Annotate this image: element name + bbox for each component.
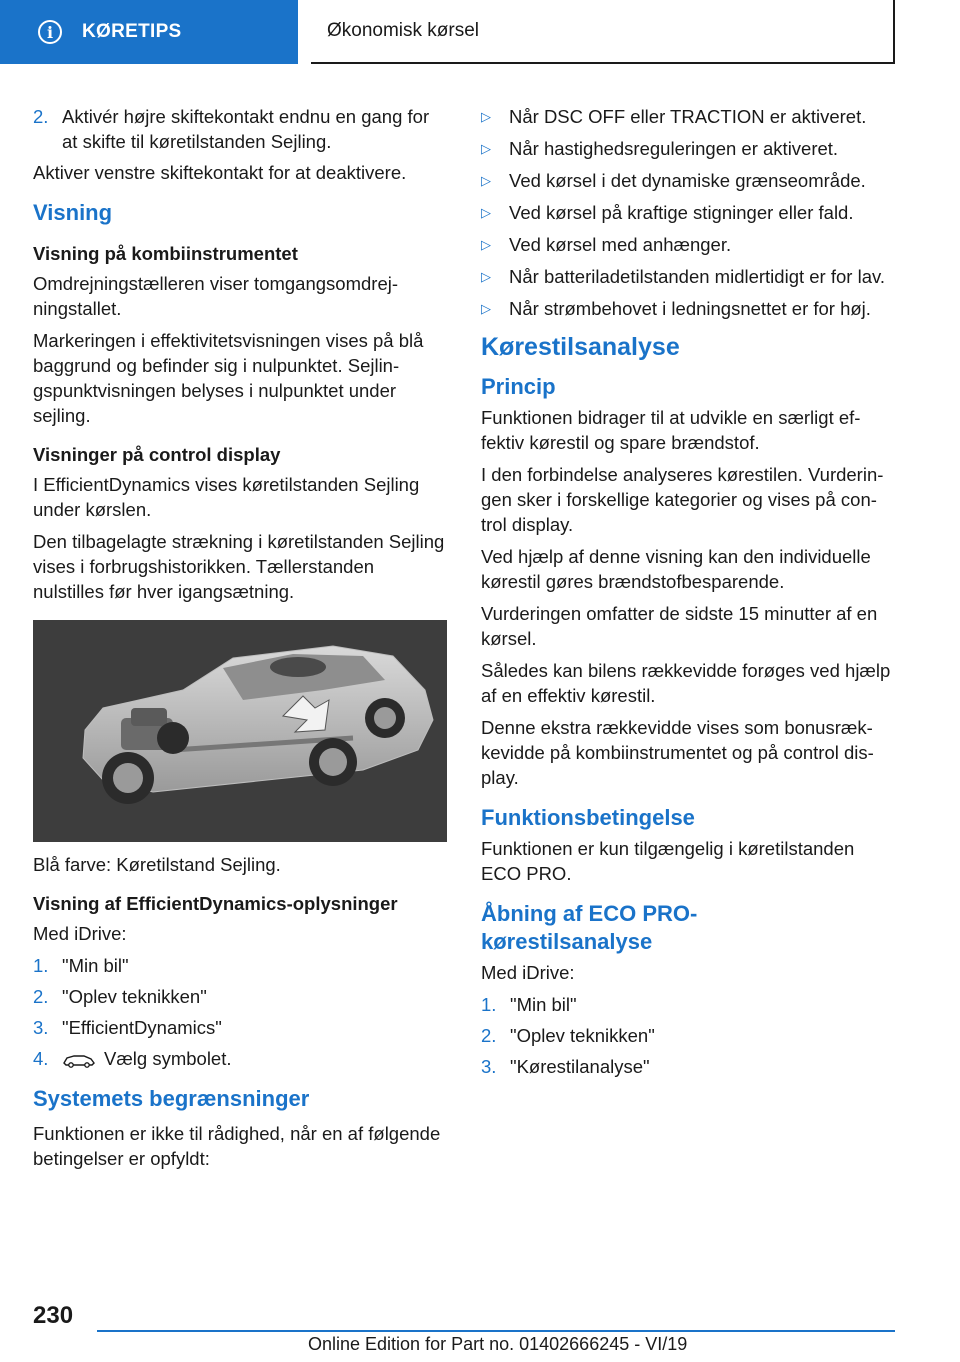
heading-kombi: Visning på kombiinstrumentet [33, 243, 298, 264]
list-number: 2. [33, 986, 49, 1007]
right-column [481, 104, 895, 1085]
triangle-bullet-icon: ▷ [481, 301, 491, 316]
list-text: "Min bil" [510, 994, 577, 1015]
paragraph: I den forbindelse analyseres kørestilen. Vurderingen sker i forskellige kategorier og vises på control display. [481, 464, 884, 535]
list-text: "Kørestilanalyse" [510, 1056, 650, 1077]
list-number: 1. [33, 955, 49, 976]
left-column [33, 104, 447, 1178]
list-text: Når strømbehovet i ledningsnettet er for høj. [509, 298, 871, 319]
list-text: "Oplev teknikken" [510, 1025, 655, 1046]
list-item [481, 232, 895, 257]
triangle-bullet-icon: ▷ [481, 237, 491, 252]
list-text: Ved kørsel med anhænger. [509, 234, 732, 255]
list-text-label: Vælg symbolet. [104, 1048, 232, 1069]
list-number: 1. [481, 994, 497, 1015]
list-item [33, 104, 447, 154]
list-item [33, 984, 447, 1009]
triangle-bullet-icon: ▷ [481, 141, 491, 156]
list-text: "EfficientDynamics" [62, 1017, 222, 1038]
list-text: Når hastighedsreguleringen er aktiveret. [509, 138, 839, 159]
list-text: Ved kørsel i det dynamiske grænseområde. [509, 170, 866, 191]
list-item [481, 296, 895, 321]
page-number: 230 [33, 1302, 74, 1329]
list-item [481, 264, 895, 289]
list-number: 2. [33, 106, 49, 127]
list-text [62, 1046, 447, 1071]
list-item [481, 992, 895, 1017]
paragraph: Med iDrive: [33, 923, 127, 944]
paragraph: Således kan bilens rækkevidde forøges ved hjælp af en effektiv kørestil. [481, 660, 891, 706]
paragraph: Funktionen er ikke til rådighed, når en af følgende betingelser er opfyldt: [33, 1123, 441, 1169]
paragraph: Aktiver venstre skiftekontakt for at deaktivere. [33, 162, 407, 183]
footer-edition: Online Edition for Part no. 01402666245 - VI/19 [308, 1334, 688, 1354]
list-text: "Min bil" [62, 955, 129, 976]
header-section-tab [0, 0, 298, 64]
list-number: 4. [33, 1048, 49, 1069]
heading-limits: Systemets begrænsninger [33, 1086, 310, 1111]
triangle-bullet-icon: ▷ [481, 205, 491, 220]
heading-control-display: Visninger på control display [33, 444, 281, 465]
paragraph: Omdrejningstælleren viser tomgangsomdrejningstallet. [33, 273, 399, 319]
car-illustration [33, 620, 447, 842]
heading-condition: Funktionsbetingelse [481, 805, 695, 830]
heading-open-analysis: Åbning af ECO PRO-kørestilsanalyse [481, 901, 698, 954]
list-number: 3. [481, 1056, 497, 1077]
list-item [481, 104, 895, 129]
paragraph: Markeringen i effektivitetsvisningen vises på blå baggrund og befinder sig i nulpunktet. Sejlingspunktvisningen belyses i nulpunktet under sejling. [33, 330, 424, 426]
list-item [481, 168, 895, 193]
paragraph: Med iDrive: [481, 962, 575, 983]
list-number: 3. [33, 1017, 49, 1038]
car-symbol-icon [62, 1052, 96, 1068]
section-name: KØRETIPS [82, 21, 182, 42]
paragraph: Funktionen bidrager til at udvikle en særligt effektiv kørestil og spare brændstof. [481, 407, 861, 453]
chapter-title: Økonomisk kørsel [327, 20, 480, 41]
footer-divider [97, 1330, 895, 1332]
heading-principle: Princip [481, 374, 556, 399]
paragraph: Denne ekstra rækkevidde vises som bonusrækkevidde på kombiinstrumentet og på control display. [481, 717, 874, 788]
list-number: 2. [481, 1025, 497, 1046]
heading-visning: Visning [33, 200, 113, 225]
list-item [481, 1054, 895, 1079]
triangle-bullet-icon: ▷ [481, 109, 491, 124]
list-item [481, 136, 895, 161]
chapter-title-box [311, 0, 895, 64]
list-text: "Oplev teknikken" [62, 986, 207, 1007]
figure-caption: Blå farve: Køretilstand Sejling. [33, 854, 281, 875]
list-item [33, 1015, 447, 1040]
list-item [33, 953, 447, 978]
list-text: Når DSC OFF eller TRACTION er aktiveret. [509, 106, 867, 127]
list-text: Ved kørsel på kraftige stigninger eller fald. [509, 202, 854, 223]
list-text: Aktivér højre skiftekontakt endnu en gang for at skifte til køretilstanden Sejling. [62, 106, 430, 152]
heading-efficientdynamics: Visning af EfficientDynamics-oplysninger [33, 893, 398, 914]
paragraph: I EfficientDynamics vises køretilstanden Sejling under kørslen. [33, 474, 420, 520]
list-item [481, 200, 895, 225]
paragraph: Vurderingen omfatter de sidste 15 minutter af en kørsel. [481, 603, 878, 649]
list-item [33, 1046, 447, 1071]
triangle-bullet-icon: ▷ [481, 173, 491, 188]
paragraph: Den tilbagelagte strækning i køretilstanden Sejling vises i forbrugshistorikken. Tællerstanden nulstilles før hver igangsætning. [33, 531, 445, 602]
paragraph: Funktionen er kun tilgængelig i køretilstanden ECO PRO. [481, 838, 855, 884]
info-icon: i [38, 20, 62, 44]
heading-analysis: Kørestilsanalyse [481, 333, 680, 361]
list-text: Når batteriladetilstanden midlertidigt er for lav. [509, 266, 885, 287]
paragraph: Ved hjælp af denne visning kan den individuelle kørestil gøres brændstofbesparende. [481, 546, 871, 592]
triangle-bullet-icon: ▷ [481, 269, 491, 284]
car-drivetrain-image [33, 620, 447, 842]
list-item [481, 1023, 895, 1048]
